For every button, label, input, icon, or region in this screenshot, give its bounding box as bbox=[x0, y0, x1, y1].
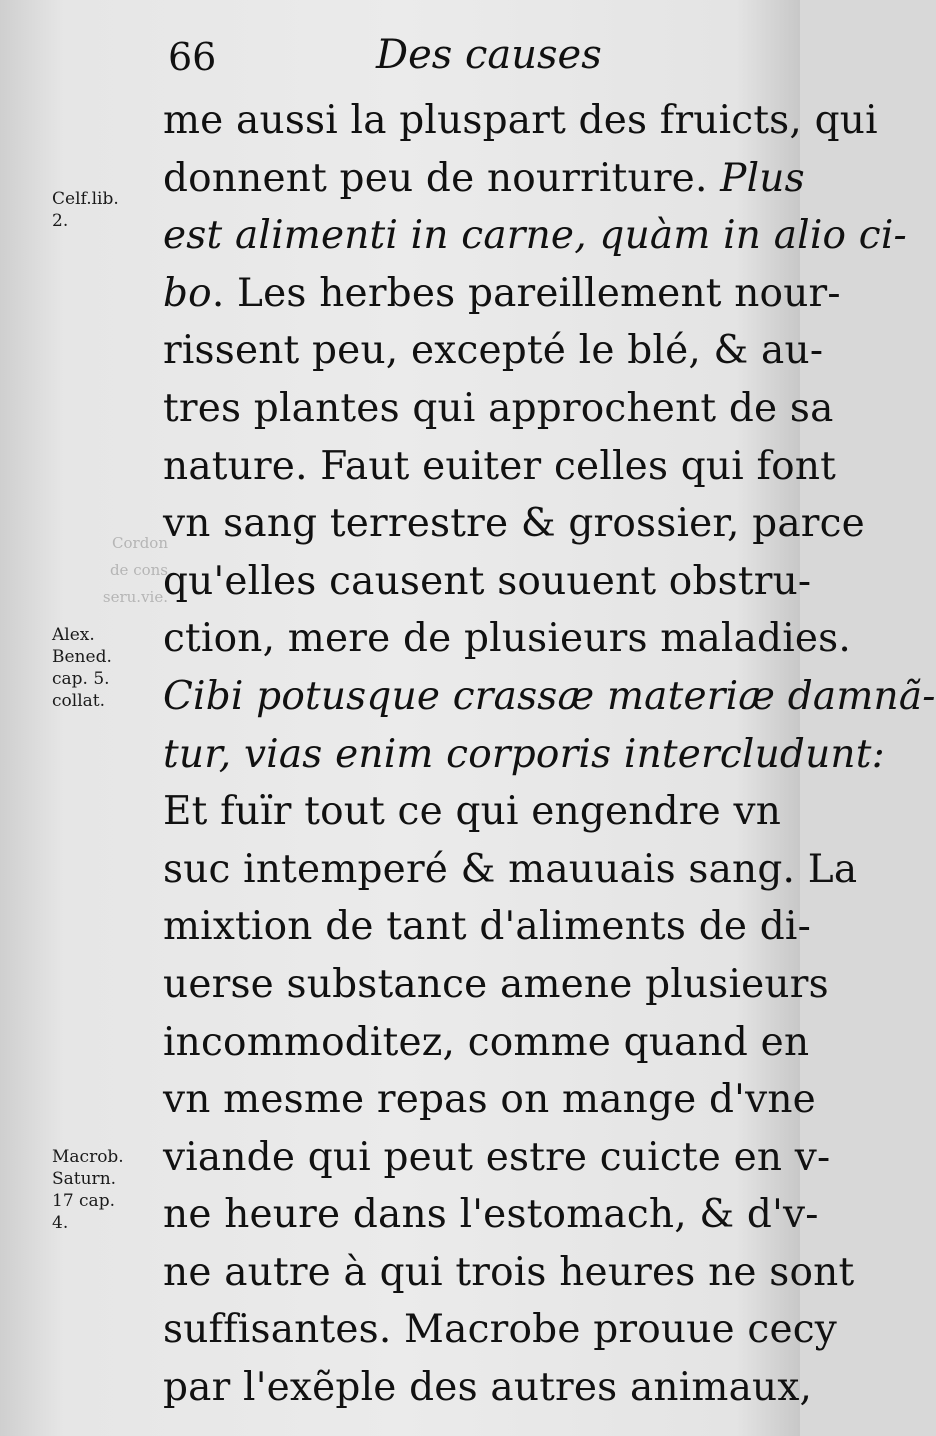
margin-note-line: Celf.lib. bbox=[52, 189, 119, 209]
text-segment: vn sang terrestre & grossier, parce bbox=[163, 501, 865, 547]
bleed-through-text bbox=[58, 530, 168, 611]
italic-text-segment: Plus bbox=[720, 155, 805, 201]
text-line bbox=[163, 553, 812, 611]
text-line bbox=[163, 841, 858, 899]
text-line bbox=[163, 1301, 838, 1359]
margin-note-line: Alex. bbox=[52, 625, 95, 645]
text-segment: uerse substance amene plusieurs bbox=[163, 961, 829, 1007]
page-number: 66 bbox=[168, 35, 217, 79]
margin-note-line: cap. 5. bbox=[52, 669, 110, 689]
bleed-line: seru.vie. bbox=[102, 588, 168, 606]
text-line bbox=[163, 783, 783, 841]
text-line bbox=[163, 495, 865, 553]
text-segment: tres plantes qui approchent de sa bbox=[163, 385, 834, 431]
text-segment: viande qui peut estre cuicte en v- bbox=[163, 1134, 831, 1180]
page-header bbox=[168, 32, 768, 82]
margin-note-macrobius bbox=[52, 1146, 162, 1234]
text-line bbox=[163, 1244, 855, 1302]
italic-text-segment: tur, vias enim corporis intercludunt: bbox=[163, 731, 885, 777]
text-segment: mixtion de tant d'aliments de di- bbox=[163, 904, 811, 950]
text-line bbox=[163, 1186, 819, 1244]
text-line bbox=[163, 438, 837, 496]
text-line bbox=[163, 610, 851, 668]
bleed-line: Cordon bbox=[112, 534, 168, 552]
running-head: Des causes bbox=[376, 32, 602, 78]
text-segment: vn mesme repas on mange d'vne bbox=[163, 1077, 816, 1123]
text-segment: . Les herbes pareillement nour- bbox=[211, 270, 841, 316]
text-line bbox=[163, 956, 829, 1014]
text-line bbox=[163, 726, 885, 784]
text-segment: ne autre à qui trois heures ne sont bbox=[163, 1249, 855, 1295]
text-segment: incommoditez, comme quand en bbox=[163, 1019, 810, 1065]
italic-text-segment: est alimenti in carne, quàm in alio ci- bbox=[163, 213, 907, 259]
text-segment: ne heure dans l'estomach, & d'v- bbox=[163, 1192, 819, 1238]
margin-note-line: collat. bbox=[52, 691, 106, 711]
text-segment: suffisantes. Macrobe prouue cecy bbox=[163, 1307, 838, 1353]
text-line bbox=[163, 322, 824, 380]
italic-text-segment: Cibi potusque crassæ materiæ damnã- bbox=[163, 673, 936, 719]
text-line bbox=[163, 380, 834, 438]
text-segment: me aussi la pluspart des fruicts, qui bbox=[163, 98, 878, 143]
text-segment: qu'elles causent souuent obstru- bbox=[163, 558, 812, 604]
italic-text-segment: bo bbox=[163, 270, 212, 316]
text-line bbox=[163, 1359, 813, 1417]
margin-note-celsus bbox=[52, 188, 162, 232]
margin-note-line: 2. bbox=[52, 211, 69, 231]
text-segment: donnent peu de nourriture. bbox=[163, 155, 721, 201]
margin-note-line: Macrob. bbox=[52, 1147, 124, 1167]
text-line bbox=[163, 898, 811, 956]
text-line bbox=[163, 1014, 810, 1072]
text-line bbox=[163, 668, 936, 726]
text-segment: nature. Faut euiter celles qui font bbox=[163, 443, 837, 489]
text-segment: ction, mere de plusieurs maladies. bbox=[163, 616, 851, 662]
text-line bbox=[163, 1129, 831, 1187]
text-line bbox=[163, 1071, 816, 1129]
text-segment: par l'exẽple des autres animaux, bbox=[163, 1365, 813, 1411]
margin-note-line: Saturn. bbox=[52, 1169, 117, 1189]
margin-note-line: Bened. bbox=[52, 647, 112, 667]
text-segment: suc intemperé & mauuais sang. La bbox=[163, 846, 858, 892]
text-line bbox=[163, 265, 841, 323]
margin-note-alexander-benedictus bbox=[52, 624, 162, 712]
margin-note-line: 4. bbox=[52, 1213, 69, 1233]
text-line bbox=[163, 150, 805, 208]
margin-note-line: 17 cap. bbox=[52, 1191, 115, 1211]
text-segment: rissent peu, excepté le blé, & au- bbox=[163, 328, 824, 374]
text-line bbox=[163, 207, 907, 265]
bleed-line: de cons bbox=[109, 561, 168, 579]
body-text bbox=[163, 92, 936, 1417]
text-segment: Et fuïr tout ce qui engendre vn bbox=[163, 789, 782, 835]
text-line bbox=[163, 92, 878, 150]
